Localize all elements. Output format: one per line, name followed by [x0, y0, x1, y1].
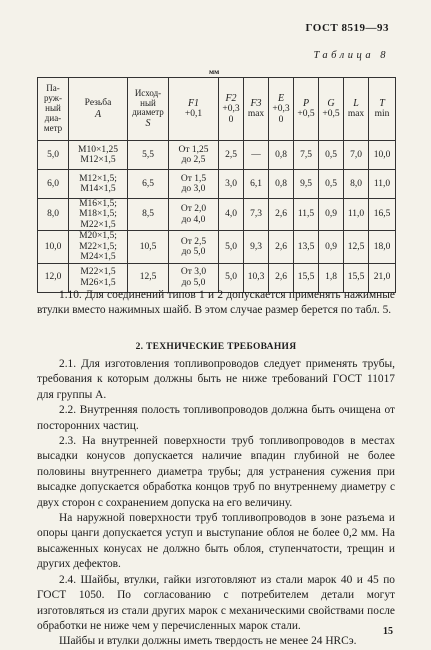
- header-l: L max: [344, 78, 369, 141]
- table-cell: 7,5: [294, 141, 319, 170]
- table-cell: 9,3: [244, 231, 269, 263]
- table-label: Таблица 8: [313, 50, 389, 61]
- table-cell: От 3,0 до 5,0: [169, 263, 219, 292]
- paragraph: 2.3. На внутренней поверхности труб топливопроводов в местах высадки конусов допускается наличие впадин глубиной не более половины внутреннего диаметра трубы; для устранения сужения при высадке допускается обработка концов труб по внутреннему диаметру с двух сторон с сохранением допуска на его величину.: [37, 435, 395, 509]
- table-cell: От 2,5 до 5,0: [169, 231, 219, 263]
- table-body: [38, 141, 396, 293]
- table-cell: 11,5: [294, 199, 319, 231]
- header-e: E +0,3 0: [269, 78, 294, 141]
- table-cell: От 2,0 до 4,0: [169, 199, 219, 231]
- header-outer-diameter: Па- руж- ный диа- метр: [38, 78, 69, 141]
- table-cell: 15,5: [344, 263, 369, 292]
- header-thread: Резьба A: [69, 78, 128, 141]
- header-initial-diameter: Исход- ный диаметр S: [128, 78, 169, 141]
- table-cell: 21,0: [369, 263, 396, 292]
- table-cell: 5,0: [219, 263, 244, 292]
- table-cell: 2,6: [269, 231, 294, 263]
- table-cell: 2,6: [269, 199, 294, 231]
- table-cell: 2,5: [219, 141, 244, 170]
- table-cell: 11,0: [369, 170, 396, 199]
- table-cell: M22×1,5 M26×1,5: [69, 263, 128, 292]
- table-cell: От 1,5 до 3,0: [169, 170, 219, 199]
- unit-label: мм: [209, 67, 220, 76]
- table-cell: 6,5: [128, 170, 169, 199]
- header-f1: F1 +0,1: [169, 78, 219, 141]
- header-f2: F2 +0,3 0: [219, 78, 244, 141]
- standard-code: ГОСТ 8519—93: [305, 22, 389, 34]
- table-cell: 18,0: [369, 231, 396, 263]
- table-cell: 2,6: [269, 263, 294, 292]
- table-cell: M12×1,5; M14×1,5: [69, 170, 128, 199]
- table-cell: 6,0: [38, 170, 69, 199]
- technical-requirements-text: [37, 357, 395, 650]
- table-cell: 7,3: [244, 199, 269, 231]
- header-p: P +0,5: [294, 78, 319, 141]
- paragraph: Шайбы и втулки должны иметь твердость не менее 24 HRCэ.: [59, 635, 357, 648]
- table-cell: 0,5: [319, 141, 344, 170]
- table-row: [38, 231, 396, 263]
- table-row: [38, 141, 396, 170]
- table-cell: 1,8: [319, 263, 344, 292]
- header-t: T min: [369, 78, 396, 141]
- table-cell: 8,5: [128, 199, 169, 231]
- table-cell: 10,0: [369, 141, 396, 170]
- table-cell: 8,0: [38, 199, 69, 231]
- dimensions-table: [37, 77, 396, 293]
- page-number: 15: [383, 626, 393, 637]
- table-cell: 8,0: [344, 170, 369, 199]
- table-cell: 5,0: [219, 231, 244, 263]
- table-cell: 10,5: [128, 231, 169, 263]
- table-cell: 10,0: [38, 231, 69, 263]
- table-cell: 5,5: [128, 141, 169, 170]
- table-row: [38, 170, 396, 199]
- table-cell: M16×1,5; M18×1,5; M22×1,5: [69, 199, 128, 231]
- paragraph: На наружной поверхности труб топливопроводов в зоне разъема и опоры цанги допускается уступ и выступание облоя не более 0,2 мм. На высаженных конусах не должно быть облоя, ступенчатости, трещин и других дефектов.: [37, 512, 395, 571]
- table-row: [38, 199, 396, 231]
- table-cell: M10×1,25 M12×1,5: [69, 141, 128, 170]
- table-cell: 9,5: [294, 170, 319, 199]
- table-header-row: [38, 78, 396, 141]
- table-cell: 0,9: [319, 199, 344, 231]
- table-cell: 15,5: [294, 263, 319, 292]
- table-cell: 12,5: [344, 231, 369, 263]
- paragraph: 2.1. Для изготовления топливопроводов следует применять трубы, требования к которым должны быть не ниже требований ГОСТ 11017 для группы А.: [37, 358, 395, 401]
- table-cell: 10,3: [244, 263, 269, 292]
- paragraph-1-10: 1.10. Для соединений типов 1 и 2 допускается применять нажимные втулки вместо нажимных шайб. В этом случае размер берется по табл. 5.: [37, 289, 395, 317]
- header-g: G +0,5: [319, 78, 344, 141]
- table-cell: —: [244, 141, 269, 170]
- table-cell: 0,8: [269, 170, 294, 199]
- table-cell: 7,0: [344, 141, 369, 170]
- table-cell: 13,5: [294, 231, 319, 263]
- table-cell: 12,5: [128, 263, 169, 292]
- table-cell: 16,5: [369, 199, 396, 231]
- table-cell: 0,8: [269, 141, 294, 170]
- table-cell: 11,0: [344, 199, 369, 231]
- table-cell: 12,0: [38, 263, 69, 292]
- table-cell: 0,9: [319, 231, 344, 263]
- section-title: 2. ТЕХНИЧЕСКИЕ ТРЕБОВАНИЯ: [135, 342, 297, 352]
- header-f3: F3 max: [244, 78, 269, 141]
- table-cell: M20×1,5; M22×1,5; M24×1,5: [69, 231, 128, 263]
- paragraph: 2.4. Шайбы, втулки, гайки изготовляют из стали марок 40 и 45 по ГОСТ 1050. По согласованию с потребителем детали могут изготовляться из стали других марок с механическими свойствами после обработки не ниже чем у перечисленных марок стали.: [37, 573, 395, 632]
- table-cell: 3,0: [219, 170, 244, 199]
- table-cell: 0,5: [319, 170, 344, 199]
- table-cell: 5,0: [38, 141, 69, 170]
- table-cell: От 1,25 до 2,5: [169, 141, 219, 170]
- table-cell: 6,1: [244, 170, 269, 199]
- table-cell: 4,0: [219, 199, 244, 231]
- paragraph: 2.2. Внутренняя полость топливопроводов должна быть очищена от посторонних частиц.: [37, 404, 395, 432]
